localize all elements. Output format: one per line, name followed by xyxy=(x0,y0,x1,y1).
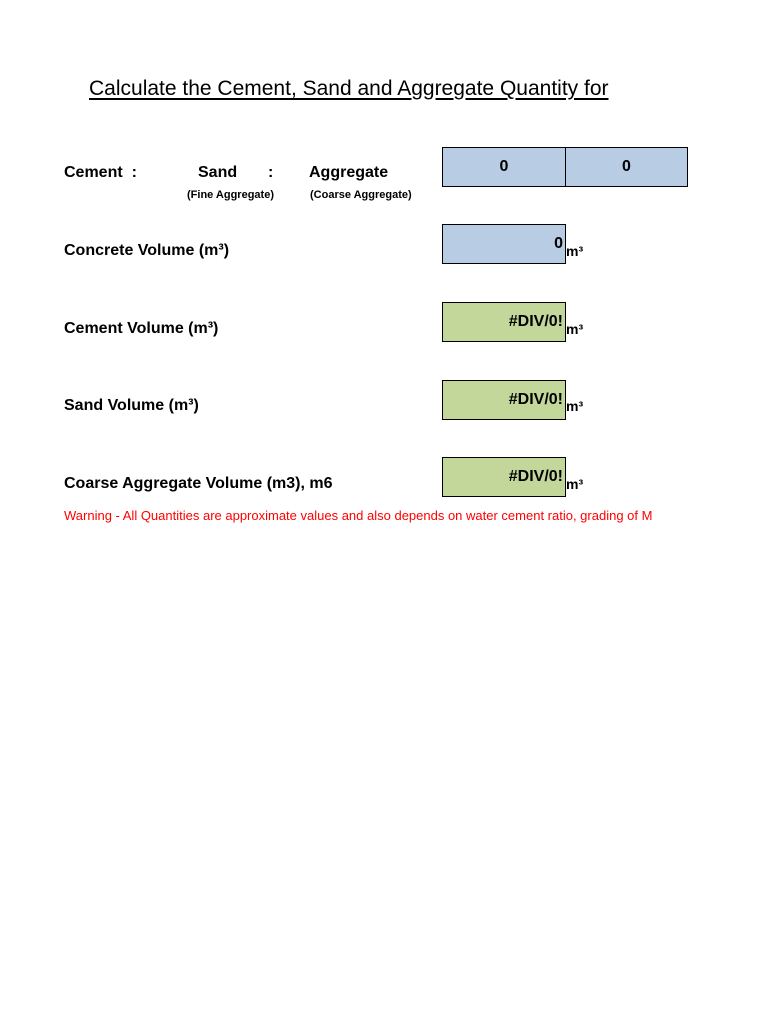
coarse-aggregate-volume-output-cell: #DIV/0! xyxy=(442,457,566,497)
cement-volume-label: Cement Volume (m³) xyxy=(64,320,219,337)
ratio-separator: : xyxy=(131,164,137,181)
concrete-volume-label: Concrete Volume (m³) xyxy=(64,242,230,259)
warning-note: Warning - All Quantities are approximate values and also depends on water cement ratio, grading of M xyxy=(64,508,653,523)
fine-aggregate-note: (Fine Aggregate) xyxy=(187,189,274,201)
cement-label: Cement xyxy=(64,164,123,181)
page-title: Calculate the Cement, Sand and Aggregate Quantity for xyxy=(89,77,609,100)
aggregate-label: Aggregate xyxy=(309,164,389,181)
ratio-aggregate-input-cell[interactable]: 0 xyxy=(565,147,688,187)
sand-volume-output-cell: #DIV/0! xyxy=(442,380,566,420)
cement-volume-unit: m³ xyxy=(566,321,584,337)
ratio-sand-input-cell[interactable]: 0 xyxy=(442,147,566,187)
cement-ratio-label xyxy=(64,164,137,182)
concrete-volume-unit: m³ xyxy=(566,243,584,259)
coarse-aggregate-note: (Coarse Aggregate) xyxy=(310,189,412,201)
concrete-volume-input-cell[interactable]: 0 xyxy=(442,224,566,264)
cement-volume-output-cell: #DIV/0! xyxy=(442,302,566,342)
ratio-separator-2: : xyxy=(268,164,274,181)
coarse-aggregate-volume-label: Coarse Aggregate Volume (m3), m6 xyxy=(64,475,333,492)
coarse-aggregate-volume-unit: m³ xyxy=(566,476,584,492)
sand-label: Sand xyxy=(198,164,238,181)
sand-volume-label: Sand Volume (m³) xyxy=(64,397,199,414)
sand-volume-unit: m³ xyxy=(566,398,584,414)
